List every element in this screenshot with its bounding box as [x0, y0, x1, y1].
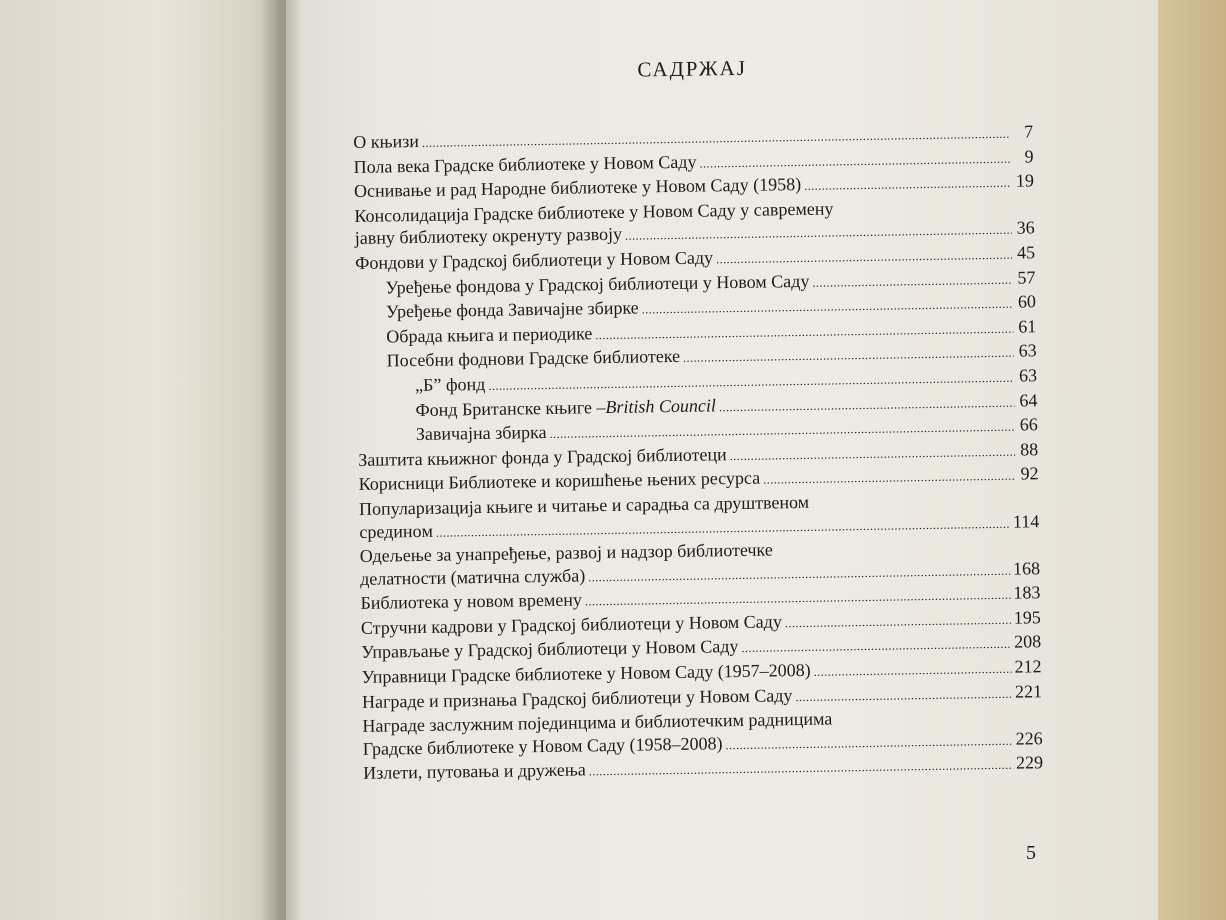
- toc-entry-page: 88: [1020, 438, 1039, 460]
- toc-entry-page: 212: [1014, 656, 1042, 677]
- toc-entry-page: 221: [1014, 680, 1043, 702]
- toc-title: САДРЖАЈ: [637, 55, 748, 82]
- toc-entry-label: Градске библиотеке у Новом Саду (1958–2008): [362, 733, 723, 759]
- toc-entry-page: 63: [1018, 340, 1037, 361]
- toc-entry-label: Корисници Библиотеке и коришћење њених ресурса: [358, 467, 761, 495]
- toc-entry-label: Фонд Британске књиге –: [415, 396, 606, 420]
- page-edge-stack: [1158, 0, 1226, 920]
- toc-entry-page: 92: [1020, 463, 1039, 484]
- toc-leader-dots: [785, 609, 1011, 635]
- toc-entry-page: 45: [1016, 242, 1036, 263]
- toc-entry-page: 229: [1015, 752, 1044, 774]
- toc-entry-page: 66: [1019, 414, 1038, 435]
- toc-leader-dots: [812, 268, 1012, 294]
- toc-entry-page: 36: [1016, 217, 1035, 238]
- toc-entry-page: 19: [1015, 170, 1035, 191]
- toc-entry-page: 63: [1018, 365, 1038, 386]
- toc-entry-label: делатности (матична служба): [359, 565, 586, 589]
- toc-entry-page: 57: [1017, 266, 1036, 288]
- toc-leader-dots: [814, 658, 1012, 684]
- toc-entry-label: О књизи: [353, 130, 420, 152]
- toc-entry-page: 208: [1014, 631, 1042, 653]
- toc-entry-page: 64: [1019, 389, 1038, 411]
- toc-entry-label: Оснивање и рад Народне библиотеке у Новом Саду (1958): [353, 174, 802, 202]
- toc-entry-page: 114: [1012, 510, 1040, 532]
- toc-entry-label: Излети, путовања и дружења: [363, 759, 586, 784]
- toc-entry-label: Фондови у Градској библиотеци у Новом Саду: [354, 247, 714, 273]
- toc-leader-dots: [741, 633, 1011, 660]
- toc-entry-label: Заштита књижног фонда у Градској библиотеци: [358, 443, 727, 470]
- toc-entry-page: 9: [1024, 145, 1034, 167]
- toc-entry-label-line1: Консолидација Градске библиотеке у Новом Саду у савремену: [354, 198, 834, 226]
- toc-entry-page: 60: [1017, 291, 1037, 312]
- toc-entry-page: 226: [1015, 728, 1043, 749]
- toc-entry-page: 168: [1012, 557, 1041, 579]
- toc-entry-label: Посебни фоднови Градске библиотеке: [386, 346, 681, 371]
- toc-entry-label: јавну библиотеку окренуту развоју: [354, 224, 623, 249]
- toc-entry-label: Пола века Градске библиотеке у Новом Саду: [353, 151, 697, 177]
- toc-entry-label-line1: Популаризација књиге и читање и сарадња са друштвеном: [358, 491, 810, 519]
- toc-entry-label: Библиотека у новом времену: [360, 589, 583, 614]
- toc-entry-label: срединoм: [359, 520, 434, 542]
- toc-entry-label: Управљање у Градској библиотеци у Новом Саду: [361, 636, 739, 663]
- toc-entry-label: Награде и признања Градској библиотеци у Новом Саду: [361, 684, 793, 712]
- toc-entry-label: Уређење фонда Завичајне збирке: [385, 297, 639, 322]
- toc-entry-label-line1: Награде заслужним појединцима и библиотечким радницима: [362, 708, 833, 737]
- toc-leader-dots: [804, 172, 1011, 198]
- toc-leader-dots: [730, 440, 1016, 467]
- toc-list: [353, 120, 1043, 787]
- toc-entry-page: 7: [1024, 121, 1034, 142]
- toc-leader-dots: [716, 244, 1012, 271]
- toc-entry-label-line1: Одељење за унапређење, развој и надзор библиотечке: [359, 539, 773, 567]
- book-gutter: [262, 0, 302, 920]
- left-page: [0, 0, 286, 920]
- toc-entry-label: Стручни кадрови у Градској библиотеци у Новом Саду: [360, 611, 783, 638]
- toc-entry-page: 195: [1013, 607, 1041, 628]
- toc-entry-label: Управници Градске библиотеке у Новом Саду (1957–2008): [361, 659, 811, 687]
- table-of-contents: [352, 51, 1043, 787]
- toc-entry-label: „Б” фонд: [414, 373, 486, 395]
- toc-entry-label: Завичајна збирка: [415, 422, 547, 445]
- toc-entry-page: 183: [1013, 582, 1041, 603]
- toc-entry-page: 61: [1018, 316, 1037, 337]
- toc-entry-label-italic: British Council: [605, 394, 717, 417]
- toc-entry-label: Обрада књига и периодике: [386, 323, 593, 347]
- toc-leader-dots: [795, 682, 1012, 708]
- toc-leader-dots: [719, 391, 1015, 418]
- toc-entry-label: Уређење фондова у Градској библиотеци у Новом Саду: [385, 270, 810, 298]
- toc-leader-dots: [725, 730, 1013, 757]
- page-number: 5: [1026, 842, 1036, 864]
